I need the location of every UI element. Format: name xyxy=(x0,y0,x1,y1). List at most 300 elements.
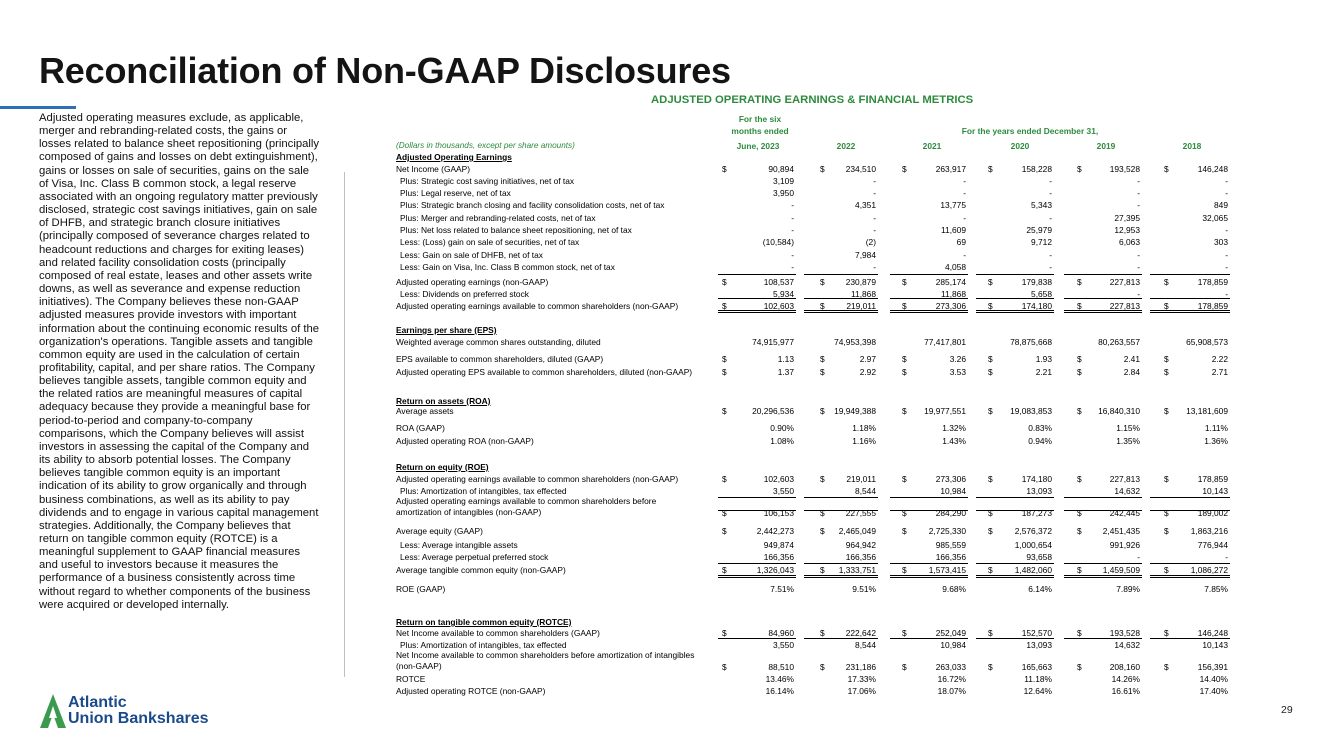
subtotal-rule xyxy=(718,310,796,311)
table-row xyxy=(396,336,1230,348)
table-section-header xyxy=(396,324,1230,336)
title-accent-line xyxy=(0,106,76,109)
row-value: 284,290 xyxy=(935,508,966,518)
row-value: 227,813 xyxy=(1109,474,1140,484)
row-value: 1,863,216 xyxy=(1190,526,1228,536)
row-value: - xyxy=(1137,176,1140,186)
table-row xyxy=(396,276,1230,288)
currency-symbol: $ xyxy=(1077,367,1082,377)
subtotal-rule xyxy=(1150,310,1230,311)
row-label: Weighted average common shares outstanding, diluted xyxy=(396,337,601,347)
row-value: 14.40% xyxy=(1199,674,1228,684)
subtotal-rule xyxy=(976,274,1054,275)
page-number: 29 xyxy=(1281,704,1293,716)
row-value: - xyxy=(1137,188,1140,198)
row-value: 242,445 xyxy=(1109,508,1140,518)
row-value: 88,510 xyxy=(768,662,794,672)
row-value: - xyxy=(791,250,794,260)
row-value: 14.26% xyxy=(1111,674,1140,684)
table-row xyxy=(396,422,1230,434)
table-row xyxy=(396,236,1230,248)
row-label: Return on equity (ROE) xyxy=(396,462,489,472)
subtotal-rule xyxy=(890,274,968,275)
currency-symbol: $ xyxy=(820,367,825,377)
currency-symbol: $ xyxy=(722,662,727,672)
row-value: 2.71 xyxy=(1211,367,1228,377)
row-value: 187,273 xyxy=(1021,508,1052,518)
row-label: Less: Gain on Visa, Inc. Class B common stock, net of tax xyxy=(400,262,615,272)
subtotal-rule xyxy=(976,497,1054,498)
row-value: 1.36% xyxy=(1204,436,1228,446)
row-value: 108,537 xyxy=(763,277,794,287)
row-value: 776,944 xyxy=(1197,540,1228,550)
row-value: 1,459,509 xyxy=(1102,565,1140,575)
header-six-months-line1: For the six xyxy=(738,114,782,124)
currency-symbol: $ xyxy=(1164,662,1169,672)
row-label: Less: Average perpetual preferred stock xyxy=(400,552,549,562)
row-label: Net Income available to common shareholders (GAAP) xyxy=(396,628,600,638)
currency-symbol: $ xyxy=(988,565,993,575)
column-header: June, 2023 xyxy=(736,141,780,151)
row-value: 16.72% xyxy=(937,674,966,684)
row-value: - xyxy=(1137,552,1140,562)
row-value: - xyxy=(1049,250,1052,260)
row-value: 7.89% xyxy=(1116,584,1140,594)
row-value: 1.18% xyxy=(852,423,876,433)
table-row xyxy=(396,249,1230,261)
row-value: 19,977,551 xyxy=(924,406,966,416)
currency-symbol: $ xyxy=(902,474,907,484)
column-header: 2018 xyxy=(1182,141,1202,151)
row-value: 32,065 xyxy=(1202,213,1228,223)
currency-symbol: $ xyxy=(1164,508,1169,518)
currency-symbol: $ xyxy=(1077,301,1082,311)
row-value: 3,109 xyxy=(773,176,794,186)
subtotal-rule xyxy=(804,497,878,498)
currency-symbol: $ xyxy=(722,354,727,364)
row-value: - xyxy=(963,188,966,198)
row-value: 146,248 xyxy=(1197,164,1228,174)
row-label: Adjusted operating earnings available to common shareholders before amortization of intangibles (non-GAAP) xyxy=(396,496,657,517)
row-value: 178,859 xyxy=(1197,277,1228,287)
row-label: ROE (GAAP) xyxy=(396,584,446,594)
table-row xyxy=(396,551,1230,563)
row-value: 13,775 xyxy=(940,200,966,210)
row-value: 3,550 xyxy=(773,640,794,650)
subtotal-rule xyxy=(976,575,1054,576)
row-label: Plus: Strategic branch closing and facility consolidation costs, net of tax xyxy=(400,200,665,210)
subtotal-rule xyxy=(976,563,1054,564)
row-value: 13.46% xyxy=(765,674,794,684)
row-value: 11,609 xyxy=(941,225,966,235)
subtotal-rule xyxy=(890,510,968,511)
table-row xyxy=(396,224,1230,236)
row-value: 12,953 xyxy=(1114,225,1140,235)
row-value: - xyxy=(873,176,876,186)
row-value: 985,559 xyxy=(935,540,966,550)
row-value: 17.40% xyxy=(1199,686,1228,696)
currency-symbol: $ xyxy=(902,164,907,174)
currency-symbol: $ xyxy=(988,508,993,518)
narrative-text: Adjusted operating measures exclude, as applicable, merger and rebranding-related costs, the gains or losses related to balance sheet repositioning (principally composed of gains and losses on debt extinguishment), gains or losses on sale of securities, gains on the sale of Visa, Inc. Class B common stock, a legal reserve associated with an ongoing regulatory matter previously disclosed, strategic cost savings initiatives, gain on sale of DHFB, and strategic branch closure initiatives (principally composed of severance charges related to headcount reductions and charges for exiting leases) and related facility consolidation costs (principally composed of real estate, leases and other assets write downs, as well as severance and expense reduction initiatives). The Company believes these non-GAAP adjusted measures provide investors with important information about the continuing economic results of the organization's operations. Tangible assets and tangible common equity are used in the calculation of certain profitability, capital, and per share ratios. The Company believes tangible assets, tangible common equity and the related ratios are meaningful measures of capital adequacy because they provide a meaningful base for period-to-period and company-to-company comparisons, which the Company believes will assist investors in assessing the capital of the Company and its ability to absorb potential losses. The Company believes tangible common equity is an important indication of its ability to grow organically and through business combinations, as well as its ability to pay dividends and to engage in various capital management strategies. Additionally, the Company believes that return on tangible common equity (ROTCE) is a meaningful supplement to GAAP financial measures and useful to investors because it measures the performance of a business consistently across time without regard to whether components of the business were acquired or developed internally. xyxy=(39,112,320,611)
subtotal-rule xyxy=(890,638,968,639)
row-value: 9.68% xyxy=(942,584,966,594)
currency-symbol: $ xyxy=(1077,628,1082,638)
row-label: Average assets xyxy=(396,406,454,416)
row-value: 10,143 xyxy=(1202,640,1228,650)
row-value: 10,984 xyxy=(940,640,966,650)
currency-symbol: $ xyxy=(902,354,907,364)
logo-text-line2: Union Bankshares xyxy=(68,710,209,727)
currency-symbol: $ xyxy=(902,508,907,518)
currency-symbol: $ xyxy=(1164,164,1169,174)
row-label: Return on assets (ROA) xyxy=(396,396,491,406)
currency-symbol: $ xyxy=(820,277,825,287)
row-label: Adjusted operating earnings available to common shareholders (non-GAAP) xyxy=(396,301,679,311)
row-value: 285,174 xyxy=(935,277,966,287)
currency-symbol: $ xyxy=(902,526,907,536)
row-value: 19,083,853 xyxy=(1010,406,1052,416)
row-value: 303 xyxy=(1214,237,1228,247)
row-value: 227,813 xyxy=(1109,277,1140,287)
row-label: Adjusted operating earnings available to common shareholders (non-GAAP) xyxy=(396,474,679,484)
table-section-header xyxy=(396,151,1230,163)
row-value: 20,296,536 xyxy=(752,406,794,416)
row-value: - xyxy=(1049,176,1052,186)
row-value: 1,000,654 xyxy=(1014,540,1052,550)
subtotal-rule xyxy=(1064,298,1142,299)
table-row xyxy=(396,366,1230,378)
subtotal-rule xyxy=(890,312,968,313)
row-value: 174,180 xyxy=(1021,474,1052,484)
subtotal-rule xyxy=(804,310,878,311)
subtotal-rule xyxy=(804,510,878,511)
currency-symbol: $ xyxy=(988,354,993,364)
row-value: 25,979 xyxy=(1026,225,1052,235)
currency-symbol: $ xyxy=(902,662,907,672)
subtotal-rule xyxy=(1150,577,1230,578)
currency-symbol: $ xyxy=(1077,406,1082,416)
row-label: ROA (GAAP) xyxy=(396,423,445,433)
currency-symbol: $ xyxy=(820,628,825,638)
currency-symbol: $ xyxy=(820,474,825,484)
currency-symbol: $ xyxy=(1077,662,1082,672)
row-value: 8,544 xyxy=(855,486,876,496)
row-value: 7.51% xyxy=(770,584,794,594)
currency-symbol: $ xyxy=(902,367,907,377)
currency-symbol: $ xyxy=(988,662,993,672)
row-label: Less: Gain on sale of DHFB, net of tax xyxy=(400,250,543,260)
row-value: 27,395 xyxy=(1114,213,1140,223)
subtotal-rule xyxy=(1150,563,1230,564)
column-header: 2020 xyxy=(1010,141,1030,151)
row-value: 174,180 xyxy=(1021,301,1052,311)
row-value: 227,813 xyxy=(1109,301,1140,311)
subtotal-rule xyxy=(1150,298,1230,299)
subtotal-rule xyxy=(890,298,968,299)
row-value: 3.53 xyxy=(949,367,966,377)
currency-symbol: $ xyxy=(988,277,993,287)
row-value: 9,712 xyxy=(1031,237,1052,247)
row-value: 7,984 xyxy=(855,250,876,260)
subtotal-rule xyxy=(1064,638,1142,639)
subtotal-rule xyxy=(804,638,878,639)
row-value: 11,868 xyxy=(851,289,876,299)
row-value: 273,306 xyxy=(935,474,966,484)
table-section-title: ADJUSTED OPERATING EARNINGS & FINANCIAL METRICS xyxy=(651,94,974,106)
row-value: - xyxy=(963,176,966,186)
row-value: 11,868 xyxy=(941,289,966,299)
row-value: 193,528 xyxy=(1109,164,1140,174)
currency-symbol: $ xyxy=(722,508,727,518)
row-value: 222,642 xyxy=(845,628,876,638)
currency-symbol: $ xyxy=(1164,526,1169,536)
row-value: 2.92 xyxy=(859,367,876,377)
row-value: 146,248 xyxy=(1197,628,1228,638)
row-value: 13,093 xyxy=(1026,640,1052,650)
subtotal-rule xyxy=(718,298,796,299)
row-value: 5,934 xyxy=(773,289,794,299)
row-value: 102,603 xyxy=(763,301,794,311)
subtotal-rule xyxy=(804,563,878,564)
subtotal-rule xyxy=(804,577,878,578)
row-value: - xyxy=(873,262,876,272)
subtotal-rule xyxy=(976,638,1054,639)
row-value: 74,915,977 xyxy=(752,337,794,347)
row-value: (2) xyxy=(865,237,876,247)
row-value: 13,093 xyxy=(1026,486,1052,496)
table-section-header xyxy=(396,461,1230,473)
table-row xyxy=(396,525,1230,537)
row-value: 0.90% xyxy=(770,423,794,433)
row-value: - xyxy=(1137,250,1140,260)
row-value: 166,356 xyxy=(935,552,966,562)
currency-symbol: $ xyxy=(1164,277,1169,287)
currency-symbol: $ xyxy=(988,406,993,416)
row-value: 2.84 xyxy=(1123,367,1140,377)
table-row xyxy=(396,583,1230,595)
currency-symbol: $ xyxy=(722,277,727,287)
row-value: 849 xyxy=(1214,200,1228,210)
subtotal-rule xyxy=(1150,638,1230,639)
table-row xyxy=(396,212,1230,224)
row-value: - xyxy=(873,213,876,223)
table-row xyxy=(396,405,1230,417)
row-value: - xyxy=(1137,262,1140,272)
subtotal-rule xyxy=(718,497,796,498)
row-value: 179,838 xyxy=(1021,277,1052,287)
row-value: 227,555 xyxy=(845,508,876,518)
row-value: - xyxy=(873,225,876,235)
currency-symbol: $ xyxy=(988,526,993,536)
row-value: - xyxy=(1225,262,1228,272)
currency-symbol: $ xyxy=(1077,474,1082,484)
row-value: 1.08% xyxy=(770,436,794,446)
row-value: 2,725,330 xyxy=(928,526,966,536)
column-header: 2022 xyxy=(836,141,856,151)
row-value: 16.61% xyxy=(1111,686,1140,696)
currency-symbol: $ xyxy=(1077,164,1082,174)
row-value: 231,186 xyxy=(845,662,876,672)
table-row xyxy=(396,650,1230,672)
row-value: 4,351 xyxy=(855,200,876,210)
subtotal-rule xyxy=(804,298,878,299)
row-value: 102,603 xyxy=(763,474,794,484)
currency-symbol: $ xyxy=(902,406,907,416)
row-label: EPS available to common shareholders, diluted (GAAP) xyxy=(396,354,604,364)
subtotal-rule xyxy=(718,274,796,275)
row-value: 1,573,415 xyxy=(928,565,966,575)
row-label: Return on tangible common equity (ROTCE) xyxy=(396,617,572,627)
row-value: 230,879 xyxy=(845,277,876,287)
subtotal-rule xyxy=(1150,497,1230,498)
row-label: Adjusted operating ROA (non-GAAP) xyxy=(396,436,534,446)
row-value: 10,984 xyxy=(940,486,966,496)
subtotal-rule xyxy=(976,510,1054,511)
row-value: 1.11% xyxy=(1204,423,1228,433)
subtotal-rule xyxy=(1064,510,1142,511)
subtotal-rule xyxy=(1064,575,1142,576)
subtotal-rule xyxy=(1064,497,1142,498)
subtotal-rule xyxy=(1064,577,1142,578)
subtotal-rule xyxy=(718,563,796,564)
logo-text-line1: Atlantic xyxy=(68,694,127,711)
row-value: 14,632 xyxy=(1114,640,1140,650)
currency-symbol: $ xyxy=(902,301,907,311)
table-row xyxy=(396,435,1230,447)
table-row xyxy=(396,187,1230,199)
subtotal-rule xyxy=(718,575,796,576)
currency-symbol: $ xyxy=(988,474,993,484)
company-logo xyxy=(40,694,280,730)
row-value: 178,859 xyxy=(1197,301,1228,311)
currency-symbol: $ xyxy=(722,565,727,575)
row-value: - xyxy=(1225,250,1228,260)
currency-symbol: $ xyxy=(722,301,727,311)
row-value: 234,510 xyxy=(845,164,876,174)
row-value: 2.22 xyxy=(1211,354,1228,364)
divider-line xyxy=(344,172,345,677)
column-header: 2019 xyxy=(1096,141,1116,151)
row-label: Plus: Merger and rebranding-related costs, net of tax xyxy=(400,213,596,223)
table-row xyxy=(396,673,1230,685)
row-value: (10,584) xyxy=(762,237,794,247)
row-value: 1.13 xyxy=(777,354,794,364)
row-label: Adjusted Operating Earnings xyxy=(396,152,512,162)
row-value: 16,840,310 xyxy=(1098,406,1140,416)
currency-symbol: $ xyxy=(722,367,727,377)
subtotal-rule xyxy=(890,577,968,578)
row-label: Plus: Legal reserve, net of tax xyxy=(400,188,511,198)
currency-symbol: $ xyxy=(1164,354,1169,364)
row-value: 1.16% xyxy=(852,436,876,446)
currency-symbol: $ xyxy=(1164,367,1169,377)
subtotal-rule xyxy=(976,312,1054,313)
row-value: 1,326,043 xyxy=(756,565,794,575)
subtotal-rule xyxy=(1064,312,1142,313)
row-value: - xyxy=(1137,289,1140,299)
row-value: 6,063 xyxy=(1119,237,1140,247)
currency-symbol: $ xyxy=(988,628,993,638)
row-value: 2,451,435 xyxy=(1102,526,1140,536)
row-value: 2.21 xyxy=(1035,367,1052,377)
row-value: - xyxy=(1225,289,1228,299)
row-label: Less: Average intangible assets xyxy=(400,540,518,550)
row-value: 6.14% xyxy=(1028,584,1052,594)
table-row xyxy=(396,539,1230,551)
subtotal-rule xyxy=(1064,563,1142,564)
currency-symbol: $ xyxy=(722,164,727,174)
table-row xyxy=(396,473,1230,485)
currency-symbol: $ xyxy=(722,628,727,638)
subtotal-rule xyxy=(890,575,968,576)
row-value: 166,356 xyxy=(845,552,876,562)
table-row xyxy=(396,685,1230,697)
row-label: Plus: Strategic cost saving initiatives, net of tax xyxy=(400,176,575,186)
row-value: - xyxy=(963,213,966,223)
row-value: 1.37 xyxy=(777,367,794,377)
row-value: 1.93 xyxy=(1035,354,1052,364)
row-value: 90,894 xyxy=(768,164,794,174)
row-value: - xyxy=(791,200,794,210)
currency-symbol: $ xyxy=(902,565,907,575)
subtotal-rule xyxy=(1064,310,1142,311)
row-value: 273,306 xyxy=(935,301,966,311)
row-value: 65,908,573 xyxy=(1186,337,1228,347)
currency-symbol: $ xyxy=(722,474,727,484)
subtotal-rule xyxy=(718,312,796,313)
row-label: Average tangible common equity (non-GAAP) xyxy=(396,565,566,575)
row-value: 156,391 xyxy=(1197,662,1228,672)
currency-symbol: $ xyxy=(1164,474,1169,484)
row-label: ROTCE xyxy=(396,674,426,684)
currency-symbol: $ xyxy=(1164,301,1169,311)
row-value: 84,960 xyxy=(768,628,794,638)
subtotal-rule xyxy=(804,274,878,275)
row-label: Net Income available to common shareholders before amortization of intangibles (non-GAAP) xyxy=(396,650,695,671)
row-value: - xyxy=(1225,552,1228,562)
row-value: 17.33% xyxy=(847,674,876,684)
row-value: 69 xyxy=(956,237,966,247)
row-value: 1,333,751 xyxy=(838,565,876,575)
row-value: - xyxy=(1049,262,1052,272)
row-value: 208,160 xyxy=(1109,662,1140,672)
currency-symbol: $ xyxy=(902,277,907,287)
subtotal-rule xyxy=(890,497,968,498)
currency-symbol: $ xyxy=(1077,565,1082,575)
currency-symbol: $ xyxy=(820,406,825,416)
subtotal-rule xyxy=(1150,575,1230,576)
row-value: 964,942 xyxy=(845,540,876,550)
currency-symbol: $ xyxy=(722,406,727,416)
table-row xyxy=(396,199,1230,211)
row-value: - xyxy=(791,225,794,235)
row-value: 11.18% xyxy=(1024,674,1052,684)
header-years: For the years ended December 31, xyxy=(961,126,1099,136)
currency-symbol: $ xyxy=(988,367,993,377)
row-label: Less: Dividends on preferred stock xyxy=(400,289,529,299)
row-value: 1.32% xyxy=(942,423,966,433)
currency-symbol: $ xyxy=(820,662,825,672)
currency-symbol: $ xyxy=(1077,508,1082,518)
subtotal-rule xyxy=(976,577,1054,578)
logo-mark-icon xyxy=(40,694,66,728)
subtotal-rule xyxy=(718,638,796,639)
row-value: 1,482,060 xyxy=(1014,565,1052,575)
row-value: 219,011 xyxy=(846,474,876,484)
column-header: 2021 xyxy=(922,141,942,151)
row-value: - xyxy=(1225,225,1228,235)
